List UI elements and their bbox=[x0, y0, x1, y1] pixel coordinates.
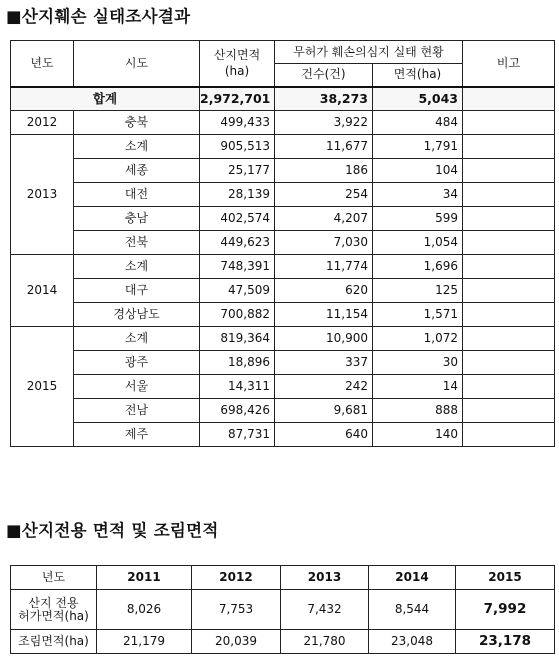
count-cell: 337 bbox=[275, 351, 373, 375]
t2-cell: 21,780 bbox=[281, 630, 369, 654]
t2-cell: 20,039 bbox=[192, 630, 281, 654]
count-cell: 11,774 bbox=[275, 255, 373, 279]
count-cell: 254 bbox=[275, 183, 373, 207]
count-cell: 620 bbox=[275, 279, 373, 303]
total-count: 38,273 bbox=[275, 87, 373, 111]
count-cell: 11,154 bbox=[275, 303, 373, 327]
forest-area-cell: 25,177 bbox=[200, 159, 275, 183]
t2-year-2012: 2012 bbox=[192, 566, 281, 590]
damaged-area-cell: 484 bbox=[373, 111, 463, 135]
table-row bbox=[11, 351, 555, 375]
count-cell: 10,900 bbox=[275, 327, 373, 351]
count-cell: 11,677 bbox=[275, 135, 373, 159]
note-cell bbox=[463, 207, 555, 231]
count-cell: 7,030 bbox=[275, 231, 373, 255]
table-row bbox=[11, 183, 555, 207]
region-cell: 충북 bbox=[74, 111, 200, 135]
region-cell: 경상남도 bbox=[74, 303, 200, 327]
damaged-area-cell: 104 bbox=[373, 159, 463, 183]
note-cell bbox=[463, 159, 555, 183]
region-cell: 소계 bbox=[74, 255, 200, 279]
note-cell bbox=[463, 423, 555, 447]
table-row bbox=[11, 423, 555, 447]
damaged-area-cell: 1,696 bbox=[373, 255, 463, 279]
t2-year-2013: 2013 bbox=[281, 566, 369, 590]
header-region: 시도 bbox=[74, 41, 200, 87]
table-row bbox=[11, 375, 555, 399]
forest-area-cell: 748,391 bbox=[200, 255, 275, 279]
t2-year-2014: 2014 bbox=[369, 566, 456, 590]
table-row bbox=[11, 327, 555, 351]
region-cell: 소계 bbox=[74, 327, 200, 351]
count-cell: 242 bbox=[275, 375, 373, 399]
table-row bbox=[11, 111, 555, 135]
year-cell: 2013 bbox=[11, 135, 74, 255]
note-cell bbox=[463, 255, 555, 279]
count-cell: 9,681 bbox=[275, 399, 373, 423]
year-cell: 2014 bbox=[11, 255, 74, 327]
region-cell: 전남 bbox=[74, 399, 200, 423]
damaged-area-cell: 14 bbox=[373, 375, 463, 399]
table-row bbox=[11, 159, 555, 183]
note-cell bbox=[463, 303, 555, 327]
forest-area-cell: 47,509 bbox=[200, 279, 275, 303]
damaged-area-cell: 1,072 bbox=[373, 327, 463, 351]
note-cell bbox=[463, 231, 555, 255]
header-count: 건수(건) bbox=[275, 64, 373, 87]
header-forest-area-line1: 산지면적 bbox=[213, 47, 261, 62]
note-cell bbox=[463, 183, 555, 207]
forest-damage-table bbox=[10, 40, 555, 447]
t2-cell: 8,544 bbox=[369, 590, 456, 630]
total-note bbox=[463, 87, 555, 111]
region-cell: 서울 bbox=[74, 375, 200, 399]
t2-row-label-line2: 허가면적(ha) bbox=[18, 608, 89, 623]
count-cell: 3,922 bbox=[275, 111, 373, 135]
damaged-area-cell: 34 bbox=[373, 183, 463, 207]
count-cell: 186 bbox=[275, 159, 373, 183]
header-year: 년도 bbox=[11, 41, 74, 87]
total-label: 합계 bbox=[11, 87, 200, 111]
total-damaged: 5,043 bbox=[373, 87, 463, 111]
note-cell bbox=[463, 111, 555, 135]
note-cell bbox=[463, 351, 555, 375]
table-row bbox=[11, 231, 555, 255]
note-cell bbox=[463, 399, 555, 423]
table-row bbox=[11, 303, 555, 327]
header-note: 비고 bbox=[463, 41, 555, 87]
damaged-area-cell: 30 bbox=[373, 351, 463, 375]
t2-cell: 8,026 bbox=[97, 590, 192, 630]
table-row bbox=[11, 279, 555, 303]
header-damaged-area: 면적(ha) bbox=[373, 64, 463, 87]
damaged-area-cell: 599 bbox=[373, 207, 463, 231]
forest-area-cell: 700,882 bbox=[200, 303, 275, 327]
forest-conversion-table bbox=[10, 565, 555, 654]
forest-area-cell: 402,574 bbox=[200, 207, 275, 231]
count-cell: 4,207 bbox=[275, 207, 373, 231]
forest-area-cell: 449,623 bbox=[200, 231, 275, 255]
forest-area-cell: 905,513 bbox=[200, 135, 275, 159]
damaged-area-cell: 888 bbox=[373, 399, 463, 423]
damaged-area-cell: 140 bbox=[373, 423, 463, 447]
header-unpermitted: 무허가 훼손의심지 실태 현황 bbox=[275, 41, 463, 64]
section1-title: ■산지훼손 실태조사결과 bbox=[6, 7, 191, 26]
count-cell: 640 bbox=[275, 423, 373, 447]
region-cell: 대구 bbox=[74, 279, 200, 303]
damaged-area-cell: 1,571 bbox=[373, 303, 463, 327]
forest-area-cell: 18,896 bbox=[200, 351, 275, 375]
forest-area-cell: 87,731 bbox=[200, 423, 275, 447]
region-cell: 광주 bbox=[74, 351, 200, 375]
t2-row-label: 조림면적(ha) bbox=[11, 630, 97, 654]
table-row bbox=[11, 207, 555, 231]
t2-cell: 23,048 bbox=[369, 630, 456, 654]
section2-title: ■산지전용 면적 및 조림면적 bbox=[6, 521, 219, 540]
forest-area-cell: 819,364 bbox=[200, 327, 275, 351]
damaged-area-cell: 1,054 bbox=[373, 231, 463, 255]
region-cell: 세종 bbox=[74, 159, 200, 183]
damaged-area-cell: 1,791 bbox=[373, 135, 463, 159]
damaged-area-cell: 125 bbox=[373, 279, 463, 303]
region-cell: 전북 bbox=[74, 231, 200, 255]
t2-year-2011: 2011 bbox=[97, 566, 192, 590]
forest-area-cell: 14,311 bbox=[200, 375, 275, 399]
forest-area-cell: 499,433 bbox=[200, 111, 275, 135]
region-cell: 제주 bbox=[74, 423, 200, 447]
table-row bbox=[11, 399, 555, 423]
t2-cell: 23,178 bbox=[456, 630, 555, 654]
t2-cell: 7,432 bbox=[281, 590, 369, 630]
year-cell: 2012 bbox=[11, 111, 74, 135]
t2-cell: 7,753 bbox=[192, 590, 281, 630]
table-row bbox=[11, 255, 555, 279]
t2-row-label bbox=[11, 590, 97, 630]
total-area: 2,972,701 bbox=[200, 87, 275, 111]
t2-cell: 7,992 bbox=[456, 590, 555, 630]
forest-area-cell: 28,139 bbox=[200, 183, 275, 207]
t2-row-label-line1: 산지 전용 bbox=[28, 595, 79, 610]
note-cell bbox=[463, 135, 555, 159]
note-cell bbox=[463, 327, 555, 351]
table-row bbox=[11, 135, 555, 159]
year-cell: 2015 bbox=[11, 327, 74, 447]
t2-header-year: 년도 bbox=[11, 566, 97, 590]
region-cell: 충남 bbox=[74, 207, 200, 231]
t2-cell: 21,179 bbox=[97, 630, 192, 654]
header-forest-area-line2: (ha) bbox=[224, 64, 250, 79]
header-forest-area bbox=[200, 41, 275, 87]
t2-year-2015: 2015 bbox=[456, 566, 555, 590]
note-cell bbox=[463, 375, 555, 399]
forest-area-cell: 698,426 bbox=[200, 399, 275, 423]
region-cell: 대전 bbox=[74, 183, 200, 207]
region-cell: 소계 bbox=[74, 135, 200, 159]
note-cell bbox=[463, 279, 555, 303]
